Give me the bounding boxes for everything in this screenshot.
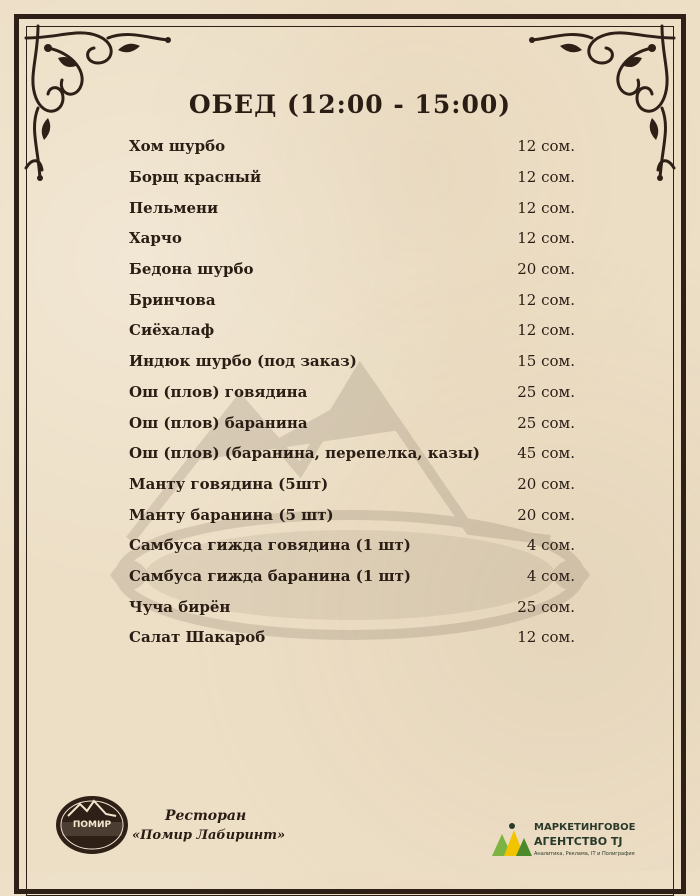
menu-item-price: 25 сом. [517, 413, 575, 432]
menu-item-name: Бедона шурбо [129, 260, 254, 279]
menu-item-price: 12 сом. [517, 290, 575, 309]
menu-item [129, 131, 575, 162]
menu-item [129, 622, 575, 653]
menu-item-name: Пельмени [129, 198, 219, 217]
menu-item-name: Манту баранина (5 шт) [129, 505, 334, 524]
menu-item-price: 12 сом. [517, 628, 575, 647]
menu-item-price: 12 сом. [517, 321, 575, 340]
logo-text: ПОМИР [72, 820, 112, 830]
menu-item-name: Салат Шакароб [129, 628, 266, 647]
menu-item-price: 20 сом. [517, 505, 575, 524]
menu-item-price: 25 сом. [517, 597, 575, 616]
restaurant-logo [54, 794, 130, 860]
menu-item-name: Ош (плов) баранина [129, 413, 308, 432]
menu-item-price: 4 сом. [526, 566, 575, 585]
restaurant-label: Ресторан [165, 808, 247, 824]
menu-item [129, 254, 575, 285]
menu-item-name: Самбуса гижда баранина (1 шт) [129, 566, 411, 585]
agency-name-line1: МАРКЕТИНГОВОЕ [534, 822, 636, 833]
menu-item-name: Борщ красный [129, 168, 262, 187]
menu-item [129, 591, 575, 622]
menu-item [129, 284, 575, 315]
menu-item-price: 4 сом. [526, 536, 575, 555]
menu-item [129, 561, 575, 592]
menu-item-price: 45 сом. [517, 444, 575, 463]
menu-item [129, 377, 575, 408]
menu-item-price: 12 сом. [517, 198, 575, 217]
menu-item [129, 162, 575, 193]
menu-list [129, 131, 575, 653]
agency-tagline: Аналитика, Реклама, IT и Полиграфия [534, 851, 635, 857]
menu-item [129, 438, 575, 469]
page-title: ОБЕД (12:00 - 15:00) [188, 90, 512, 119]
agency-logo [490, 818, 636, 862]
menu-item [129, 315, 575, 346]
menu-item-price: 15 сом. [517, 352, 575, 371]
menu-item [129, 346, 575, 377]
menu-item-name: Сиёхалаф [129, 321, 215, 340]
menu-item [129, 469, 575, 500]
menu-item-name: Манту говядина (5шт) [129, 474, 329, 493]
menu-item-name: Индюк шурбо (под заказ) [129, 352, 357, 371]
agency-name-line2: АГЕНТСТВО TJ [534, 835, 623, 848]
menu-item-price: 12 сом. [517, 168, 575, 187]
menu-item-name: Хом шурбо [129, 137, 226, 156]
menu-item [129, 530, 575, 561]
agency-triangles-icon [490, 818, 534, 858]
menu-item [129, 499, 575, 530]
menu-item-name: Самбуса гижда говядина (1 шт) [129, 536, 411, 555]
menu-item-name: Чуча бирён [129, 597, 231, 616]
menu-item-name: Бринчова [129, 290, 216, 309]
menu-item [129, 223, 575, 254]
menu-item-price: 12 сом. [517, 229, 575, 248]
menu-item-price: 12 сом. [517, 137, 575, 156]
menu-item-name: Харчо [129, 229, 182, 248]
restaurant-name: «Помир Лабиринт» [132, 828, 286, 843]
menu-item-name: Ош (плов) говядина [129, 382, 308, 401]
menu-item-price: 25 сом. [517, 382, 575, 401]
menu-item [129, 407, 575, 438]
menu-item [129, 192, 575, 223]
menu-item-price: 20 сом. [517, 260, 575, 279]
menu-item-name: Ош (плов) (баранина, перепелка, казы) [129, 444, 480, 463]
menu-item-price: 20 сом. [517, 474, 575, 493]
